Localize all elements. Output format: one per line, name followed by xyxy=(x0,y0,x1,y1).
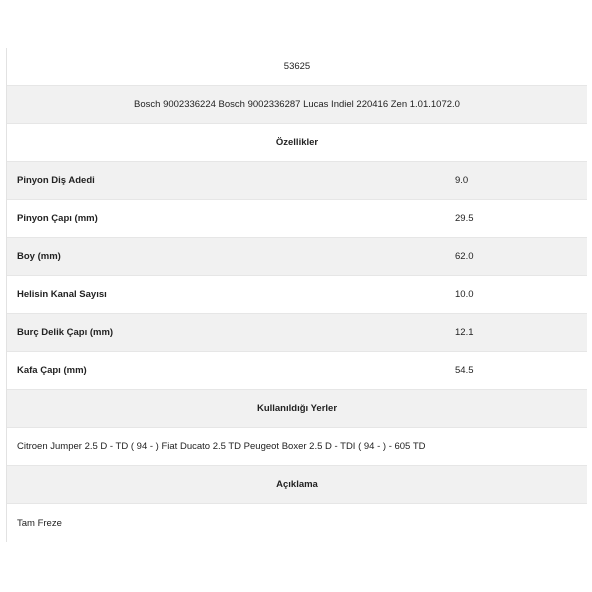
product-code-row xyxy=(7,48,587,86)
description-heading-row xyxy=(7,466,587,504)
feature-row xyxy=(7,314,587,352)
feature-label: Helisin Kanal Sayısı xyxy=(17,289,107,300)
description-row xyxy=(7,504,587,542)
feature-value: 29.5 xyxy=(455,213,474,224)
cross-reference-row xyxy=(7,86,587,124)
feature-label: Kafa Çapı (mm) xyxy=(17,365,87,376)
usage-row xyxy=(7,428,587,466)
feature-row xyxy=(7,238,587,276)
features-heading: Özellikler xyxy=(275,137,319,148)
feature-label: Boy (mm) xyxy=(17,251,61,262)
features-heading-row xyxy=(7,124,587,162)
feature-row xyxy=(7,200,587,238)
feature-value: 54.5 xyxy=(455,365,474,376)
feature-value: 9.0 xyxy=(455,175,469,186)
usage-text: Citroen Jumper 2.5 D - TD ( 94 - ) Fiat Ducato 2.5 TD Peugeot Boxer 2.5 D - TDI ( 94 - ) - 605 TD xyxy=(17,441,426,452)
spec-table xyxy=(6,48,587,542)
description-text: Tam Freze xyxy=(17,517,62,529)
product-code: 53625 xyxy=(283,61,311,72)
feature-label: Pinyon Diş Adedi xyxy=(17,175,95,186)
usage-heading-row xyxy=(7,390,587,428)
feature-row xyxy=(7,162,587,200)
feature-value: 62.0 xyxy=(455,251,474,262)
feature-row xyxy=(7,352,587,390)
cross-references: Bosch 9002336224 Bosch 9002336287 Lucas Indiel 220416 Zen 1.01.1072.0 xyxy=(134,99,460,110)
feature-value: 12.1 xyxy=(455,327,474,338)
description-heading: Açıklama xyxy=(276,479,318,490)
feature-label: Burç Delik Çapı (mm) xyxy=(17,327,114,338)
feature-value: 10.0 xyxy=(455,289,474,300)
usage-heading: Kullanıldığı Yerler xyxy=(256,403,338,414)
feature-row xyxy=(7,276,587,314)
feature-label: Pinyon Çapı (mm) xyxy=(17,213,98,224)
